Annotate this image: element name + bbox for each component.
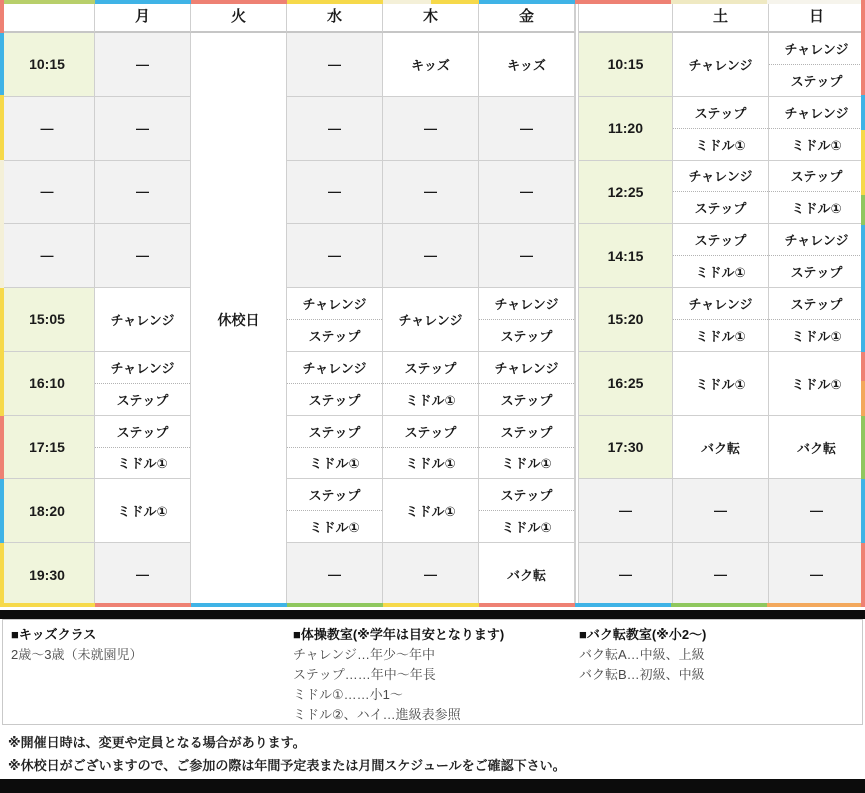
- class-label: ミドル①: [287, 447, 382, 479]
- legend-bakuten-class: [579, 625, 862, 725]
- no-class-dash: —: [424, 248, 437, 264]
- class-label: ステップ: [769, 255, 864, 287]
- corner-cell: [0, 0, 95, 33]
- class-label: チャレンジ: [110, 360, 175, 376]
- frame-border-left: [0, 0, 4, 607]
- class-label: 11:20: [607, 120, 644, 137]
- no-class-dash: —: [328, 248, 341, 264]
- no-class-dash: —: [136, 56, 149, 72]
- schedule-cell: [479, 33, 575, 97]
- legend-kids-line: 2歳〜3歳（未就園児）: [11, 647, 143, 662]
- class-label: 月: [134, 8, 150, 25]
- no-class-dash: —: [520, 248, 533, 264]
- class-label: ステップ: [500, 488, 553, 504]
- schedule-cell: [95, 161, 191, 225]
- class-label: ステップ: [790, 297, 843, 313]
- schedule-cell: [479, 224, 575, 288]
- class-label: チャレンジ: [784, 233, 849, 249]
- time-cell: [0, 416, 95, 480]
- class-label: 16:10: [29, 375, 65, 392]
- schedule-cell: [383, 416, 479, 480]
- time-cell: [579, 33, 673, 97]
- legend-panel: [2, 619, 863, 725]
- no-class-dash: —: [328, 567, 341, 583]
- time-cell: [0, 224, 95, 288]
- class-label: 18:20: [29, 502, 65, 519]
- class-label: ミドル①: [673, 255, 768, 287]
- schedule-cell: [287, 288, 383, 352]
- class-label: キッズ: [507, 57, 546, 73]
- frame-border-bottom: [0, 603, 865, 607]
- schedule-cell: [287, 352, 383, 416]
- class-label: ミドル①: [383, 447, 478, 479]
- class-label: ステップ: [95, 383, 190, 415]
- no-class-dash: —: [520, 120, 533, 136]
- class-label: ステップ: [790, 169, 843, 185]
- class-label: ステップ: [479, 319, 574, 351]
- class-label: ステップ: [404, 360, 457, 376]
- class-label: ミドル①: [695, 376, 746, 392]
- schedule-cell: [479, 416, 575, 480]
- class-label: ステップ: [694, 233, 747, 249]
- schedule-cell: [769, 479, 865, 543]
- day-header: [95, 0, 191, 33]
- day-header: [479, 0, 575, 33]
- no-class-dash: —: [136, 567, 149, 583]
- schedule-cell: [673, 97, 769, 161]
- class-label: チャレンジ: [688, 57, 753, 73]
- time-cell: [579, 161, 673, 225]
- schedule-cell: [383, 161, 479, 225]
- class-label: ステップ: [673, 191, 768, 223]
- separator-bar-bottom: [0, 779, 865, 793]
- day-header: [769, 0, 865, 33]
- class-label: ステップ: [308, 424, 361, 440]
- time-cell: [0, 352, 95, 416]
- class-label: チャレンジ: [784, 105, 849, 121]
- time-cell: [579, 224, 673, 288]
- time-cell: [579, 416, 673, 480]
- day-header-tue: [191, 0, 287, 33]
- no-class-dash: —: [714, 567, 727, 583]
- class-label: 14:15: [607, 247, 644, 264]
- schedule-cell: [673, 416, 769, 480]
- class-label: バク転: [506, 568, 546, 584]
- schedule-cell: [479, 97, 575, 161]
- day-header: [673, 0, 769, 33]
- schedule-cell: [769, 97, 865, 161]
- no-class-dash: —: [328, 56, 341, 72]
- class-label: 19:30: [29, 566, 65, 583]
- class-label: キッズ: [411, 57, 450, 73]
- class-label: 16:25: [607, 375, 644, 392]
- class-label: ステップ: [500, 424, 553, 440]
- no-class-dash: —: [619, 567, 632, 583]
- time-cell: [0, 33, 95, 97]
- schedule-cell: [769, 161, 865, 225]
- legend-gym-line: チャレンジ…年少〜年中: [293, 647, 435, 662]
- class-label: 12:25: [607, 183, 644, 200]
- class-label: 10:15: [607, 56, 644, 73]
- class-label: ステップ: [769, 64, 864, 96]
- class-label: ステップ: [404, 424, 457, 440]
- class-label: ミドル①: [769, 319, 864, 351]
- legend-gym-class: [293, 625, 579, 725]
- footnotes: [0, 725, 865, 775]
- schedule-cell: [95, 97, 191, 161]
- class-label: 日: [808, 8, 824, 25]
- schedule-cell: [769, 543, 865, 607]
- schedule-cell: [383, 97, 479, 161]
- schedule-cell: [95, 352, 191, 416]
- schedule-cell: [673, 543, 769, 607]
- legend-gym-line: ステップ……年中〜年長: [293, 667, 436, 682]
- no-class-dash: —: [328, 120, 341, 136]
- schedule-cell: [287, 97, 383, 161]
- schedule-cell: [769, 288, 865, 352]
- schedule-cell: [383, 33, 479, 97]
- schedule-cell: [769, 224, 865, 288]
- class-label: バク転: [796, 440, 836, 456]
- schedule-cell: [287, 543, 383, 607]
- time-cell: [0, 288, 95, 352]
- no-class-dash: —: [136, 120, 149, 136]
- schedule-cell: [673, 479, 769, 543]
- schedule-cell: [479, 288, 575, 352]
- time-cell: [579, 543, 673, 607]
- class-label: ミドル①: [673, 319, 768, 351]
- separator-bar-top: [0, 610, 865, 619]
- class-label: バク転: [700, 440, 740, 456]
- schedule-cell: [769, 416, 865, 480]
- class-label: ミドル①: [769, 191, 864, 223]
- class-label: 17:30: [607, 439, 644, 456]
- time-cell: [579, 352, 673, 416]
- no-class-dash: —: [328, 184, 341, 200]
- class-label: チャレンジ: [302, 297, 367, 313]
- no-class-dash: —: [520, 184, 533, 200]
- class-label: 土: [712, 8, 728, 25]
- class-label: チャレンジ: [110, 312, 175, 328]
- schedule-cell: [95, 479, 191, 543]
- class-label: 火: [230, 8, 246, 25]
- legend-gym-line: ミドル①……小1〜: [293, 687, 403, 702]
- schedule-cell: [673, 33, 769, 97]
- footnote-line: ※休校日がございますので、ご参加の際は年間予定表または月間スケジュールをご確認下さい。: [8, 758, 566, 773]
- class-label: 15:05: [29, 311, 65, 328]
- schedule-cell: [383, 288, 479, 352]
- class-label: ステップ: [287, 383, 382, 415]
- class-label: ステップ: [116, 424, 169, 440]
- class-label: ミドル①: [769, 128, 864, 160]
- no-class-dash: —: [136, 184, 149, 200]
- class-label: ミドル①: [479, 510, 574, 542]
- schedule-cell: [287, 479, 383, 543]
- class-label: 10:15: [29, 56, 65, 73]
- legend-kids-class: [11, 625, 293, 725]
- schedule-cell: [95, 543, 191, 607]
- class-label: チャレンジ: [784, 41, 849, 57]
- legend-kids-title: ■キッズクラス: [11, 627, 97, 642]
- schedule-cell: [287, 33, 383, 97]
- no-class-dash: —: [40, 248, 54, 264]
- day-header: [287, 0, 383, 33]
- time-cell: [0, 543, 95, 607]
- class-label: チャレンジ: [688, 297, 753, 313]
- class-label: 15:20: [607, 311, 644, 328]
- no-class-dash: —: [619, 503, 632, 519]
- time-cell: [579, 288, 673, 352]
- class-label: チャレンジ: [494, 360, 559, 376]
- schedule-cell: [383, 352, 479, 416]
- schedule-cell: [383, 479, 479, 543]
- schedule-cell: [383, 543, 479, 607]
- footnote-line: ※開催日時は、変更や定員となる場合があります。: [8, 735, 306, 750]
- schedule-cell: [95, 416, 191, 480]
- class-label: チャレンジ: [302, 360, 367, 376]
- class-label: 水: [326, 8, 342, 25]
- class-label: ミドル①: [405, 504, 456, 520]
- class-label: 金: [518, 8, 534, 25]
- schedule-cell: [383, 224, 479, 288]
- class-label: ミドル①: [95, 447, 190, 479]
- class-label: ステップ: [308, 488, 361, 504]
- no-class-dash: —: [136, 248, 149, 264]
- legend-bakuten-line: バク転B…初級、中級: [579, 667, 705, 682]
- class-label: ミドル①: [479, 447, 574, 479]
- no-class-dash: —: [424, 184, 437, 200]
- class-label: チャレンジ: [688, 169, 753, 185]
- schedule-cell: [95, 288, 191, 352]
- schedule-cell: [769, 352, 865, 416]
- no-class-dash: —: [714, 503, 727, 519]
- class-label: ミドル①: [117, 504, 168, 520]
- no-class-dash: —: [424, 567, 437, 583]
- no-class-dash: —: [424, 120, 437, 136]
- schedule-cell: [95, 33, 191, 97]
- class-label: 17:15: [29, 439, 65, 456]
- schedule-cell: [479, 479, 575, 543]
- schedule-cell: [287, 161, 383, 225]
- schedule-cell: [479, 543, 575, 607]
- time-cell: [0, 479, 95, 543]
- class-label: 休校日: [217, 311, 260, 328]
- frame-border-top: [0, 0, 865, 4]
- schedule-cell: [769, 33, 865, 97]
- legend-gym-line: ミドル②、ハイ…進級表参照: [293, 707, 461, 722]
- schedule-cell: [287, 224, 383, 288]
- no-class-dash: —: [810, 503, 823, 519]
- time-cell: [579, 479, 673, 543]
- schedule-cell: [95, 224, 191, 288]
- time-cell: [579, 97, 673, 161]
- legend-bakuten-title: ■バク転教室(※小2〜): [579, 627, 707, 642]
- time-cell: [0, 161, 95, 225]
- no-class-dash: —: [40, 184, 54, 200]
- schedule-cell: [479, 161, 575, 225]
- schedule-cell: [479, 352, 575, 416]
- class-label: チャレンジ: [398, 312, 463, 328]
- class-label: ミドル①: [287, 510, 382, 542]
- schedule-cell: [673, 352, 769, 416]
- class-label: ステップ: [287, 319, 382, 351]
- legend-bakuten-line: バク転A…中級、上級: [579, 647, 705, 662]
- class-label: 木: [422, 8, 438, 25]
- schedule-cell: [673, 224, 769, 288]
- day-header: [383, 0, 479, 33]
- class-label: チャレンジ: [494, 297, 559, 313]
- schedule-cell: [287, 416, 383, 480]
- class-label: ミドル①: [383, 383, 478, 415]
- schedule-cell: [673, 288, 769, 352]
- frame-border-right: [861, 0, 865, 607]
- corner-cell: [579, 0, 673, 33]
- closed-day-cell: [191, 33, 287, 607]
- legend-gym-title: ■体操教室(※学年は目安となります): [293, 627, 505, 642]
- class-label: ミドル①: [791, 376, 842, 392]
- no-class-dash: —: [40, 120, 54, 136]
- schedule-cell: [673, 161, 769, 225]
- class-label: ステップ: [694, 105, 747, 121]
- class-label: ミドル①: [673, 128, 768, 160]
- time-cell: [0, 97, 95, 161]
- class-label: ステップ: [479, 383, 574, 415]
- no-class-dash: —: [810, 567, 823, 583]
